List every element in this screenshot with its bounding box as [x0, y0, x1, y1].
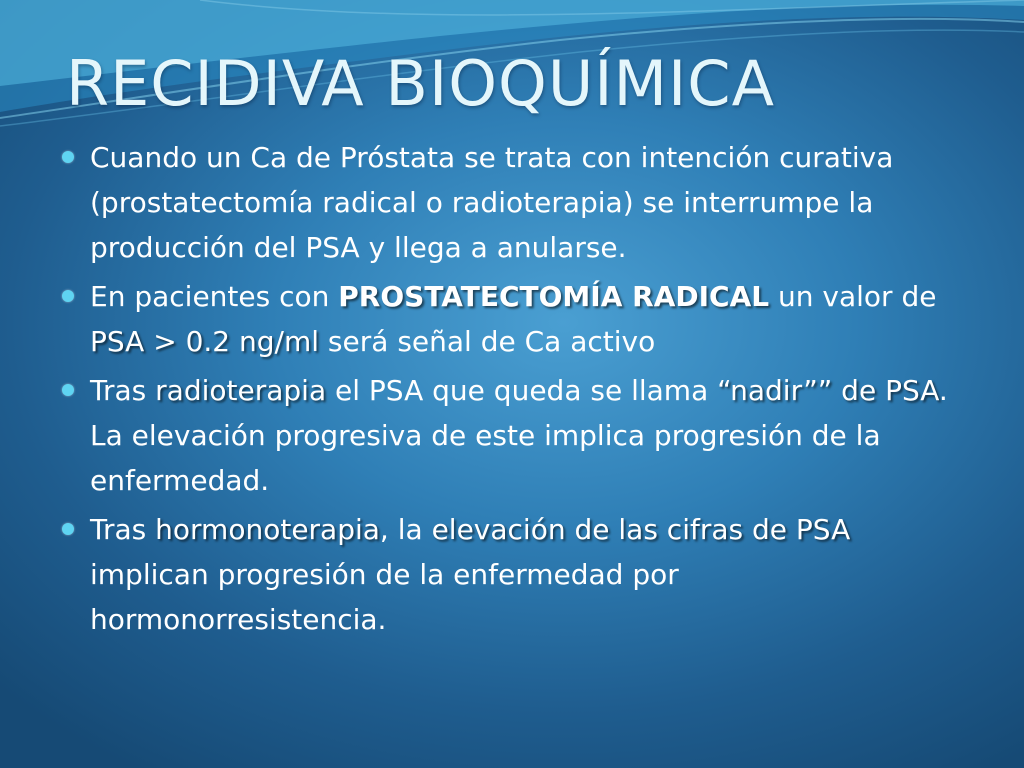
bullet-item-4 — [62, 507, 972, 642]
highlight-elevacion-psa: elevación de las cifras de PSA — [431, 513, 851, 546]
bullet-text: Tras — [90, 513, 156, 546]
highlight-prostatectomia: PROSTATECTOMÍA RADICAL — [338, 280, 770, 313]
bullet-dot-icon — [62, 151, 74, 163]
highlight-nadir: “nadir”” de PSA — [717, 374, 939, 407]
bullet-dot-icon — [62, 290, 74, 302]
bullet-item-3 — [62, 368, 972, 503]
highlight-radioterapia: radioterapia — [155, 374, 327, 407]
bullet-text: será señal de Ca activo — [319, 325, 656, 358]
bullet-dot-icon — [62, 384, 74, 396]
bullet-text: . La elevación progresiva de este implica progresión de la enfermedad. — [90, 374, 948, 497]
bullet-text: implican progresión de la enfermedad por hormonorresistencia. — [90, 558, 679, 636]
bullet-item-1 — [62, 135, 972, 270]
highlight-hormonoterapia: hormonoterapia — [155, 513, 380, 546]
bullet-text: Cuando un Ca de Próstata se trata con intención curativa (prostatectomía radical o radioterapia) se interrumpe la producción del PSA y llega a anularse. — [90, 141, 894, 264]
highlight-psa-threshold: PSA > 0.2 ng/ml — [90, 325, 320, 358]
bullet-list — [62, 135, 972, 646]
bullet-dot-icon — [62, 523, 74, 535]
bullet-text: , la — [379, 513, 432, 546]
bullet-text: un valor de — [769, 280, 937, 313]
bullet-text: el PSA que queda se llama — [326, 374, 718, 407]
bullet-text: Tras — [90, 374, 156, 407]
bullet-text: En pacientes con — [90, 280, 339, 313]
bullet-item-2 — [62, 274, 972, 364]
slide-title: RECIDIVA BIOQUÍMICA — [66, 47, 775, 120]
